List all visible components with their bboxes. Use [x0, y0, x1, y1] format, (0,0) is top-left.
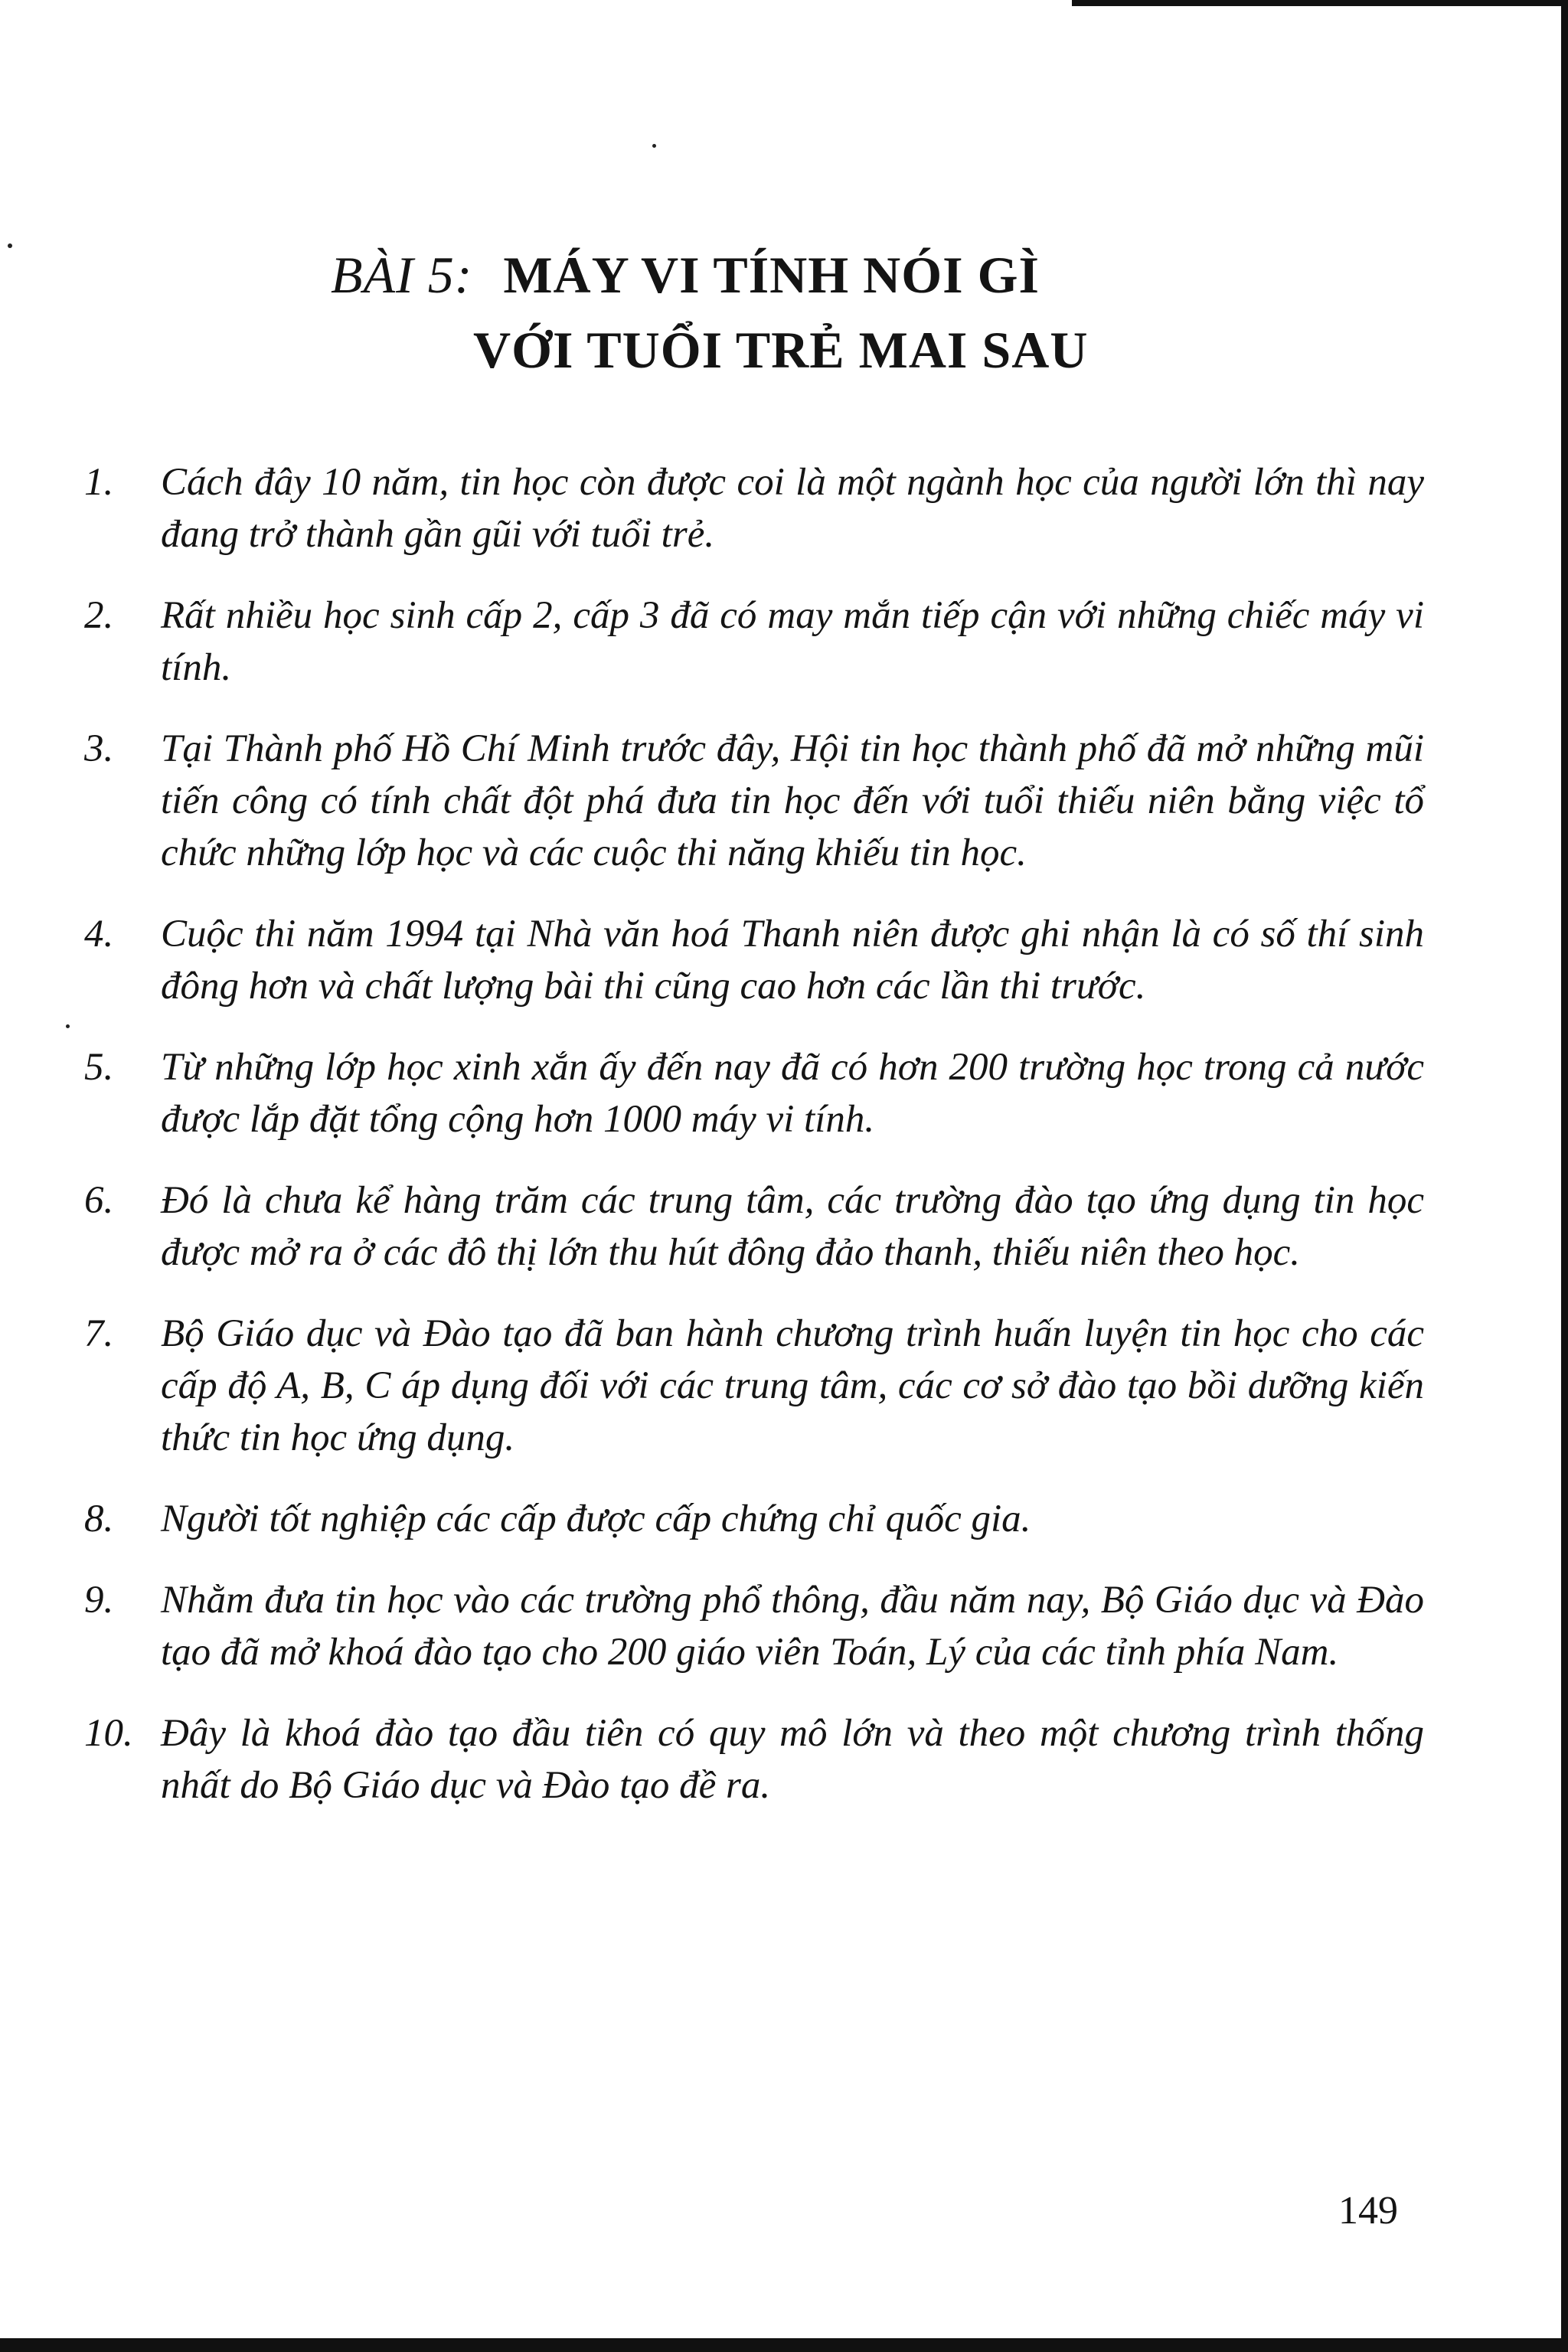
scan-border-top: [1072, 0, 1568, 6]
item-text: Nhằm đưa tin học vào các trường phổ thông, đầu năm nay, Bộ Giáo dục và Đào tạo đã mở khoá đào tạo cho 200 giáo viên Toán, Lý của các tỉnh phía Nam.: [161, 1579, 1424, 1674]
item-text: Cách đây 10 năm, tin học còn được coi là một ngành học của người lớn thì nay đang trở thành gần gũi với tuổi trẻ.: [161, 461, 1424, 556]
item-text: Người tốt nghiệp các cấp được cấp chứng chỉ quốc gia.: [161, 1498, 1031, 1540]
item-text: Rất nhiều học sinh cấp 2, cấp 3 đã có may mắn tiếp cận với những chiếc máy vi tính.: [161, 594, 1424, 689]
item-text: Đó là chưa kể hàng trăm các trung tâm, các trường đào tạo ứng dụng tin học được mở ra ở các đô thị lớn thu hút đông đảo thanh, thiếu niên theo học.: [161, 1179, 1424, 1274]
list-item: [84, 1174, 1424, 1279]
item-number: 5.: [84, 1046, 114, 1089]
list-item: [84, 723, 1424, 879]
scan-speck: [652, 144, 656, 148]
title-text-1: MÁY VI TÍNH NÓI GÌ: [503, 246, 1040, 304]
item-number: 4.: [84, 913, 114, 956]
item-number: 9.: [84, 1579, 114, 1622]
item-text: Đây là khoá đào tạo đầu tiên có quy mô lớn và theo một chương trình thống nhất do Bộ Giáo dục và Đào tạo đề ra.: [161, 1712, 1424, 1807]
list-item: [84, 908, 1424, 1012]
scan-speck: [66, 1024, 70, 1028]
scan-border-right: [1561, 0, 1568, 2352]
lesson-label: BÀI 5:: [331, 246, 473, 304]
page-title-line-1: [331, 245, 1040, 305]
list-item: [84, 1493, 1424, 1545]
item-text: Bộ Giáo dục và Đào tạo đã ban hành chương trình huấn luyện tin học cho các cấp độ A, B, C áp dụng đối với các trung tâm, các cơ sở đào tạo bồi dưỡng kiến thức tin học ứng dụng.: [161, 1312, 1424, 1459]
list-item: [84, 1041, 1424, 1145]
item-number: 8.: [84, 1498, 114, 1540]
item-number: 10.: [84, 1712, 133, 1755]
numbered-list: [84, 456, 1424, 1841]
page-title-line-2: VỚI TUỔI TRẺ MAI SAU: [473, 321, 1089, 379]
item-number: 3.: [84, 727, 114, 770]
item-number: 7.: [84, 1312, 114, 1355]
list-item: [84, 590, 1424, 694]
item-number: 2.: [84, 594, 114, 637]
page-number: 149: [1338, 2189, 1398, 2233]
item-text: Từ những lớp học xinh xắn ấy đến nay đã có hơn 200 trường học trong cả nước được lắp đặt tổng cộng hơn 1000 máy vi tính.: [161, 1046, 1424, 1141]
list-item: [84, 456, 1424, 560]
list-item: [84, 1707, 1424, 1811]
item-text: Cuộc thi năm 1994 tại Nhà văn hoá Thanh niên được ghi nhận là có số thí sinh đông hơn và chất lượng bài thi cũng cao hơn các lần thi trước.: [161, 913, 1424, 1008]
scan-speck: [8, 243, 12, 248]
item-number: 1.: [84, 461, 114, 504]
list-item: [84, 1308, 1424, 1464]
item-text: Tại Thành phố Hồ Chí Minh trước đây, Hội tin học thành phố đã mở những mũi tiến công có tính chất đột phá đưa tin học đến với tuổi thiếu niên bằng việc tổ chức những lớp học và các cuộc thi năng khiếu tin học.: [161, 727, 1424, 874]
item-number: 6.: [84, 1179, 114, 1222]
scan-border-bottom: [0, 2338, 1568, 2352]
list-item: [84, 1574, 1424, 1678]
